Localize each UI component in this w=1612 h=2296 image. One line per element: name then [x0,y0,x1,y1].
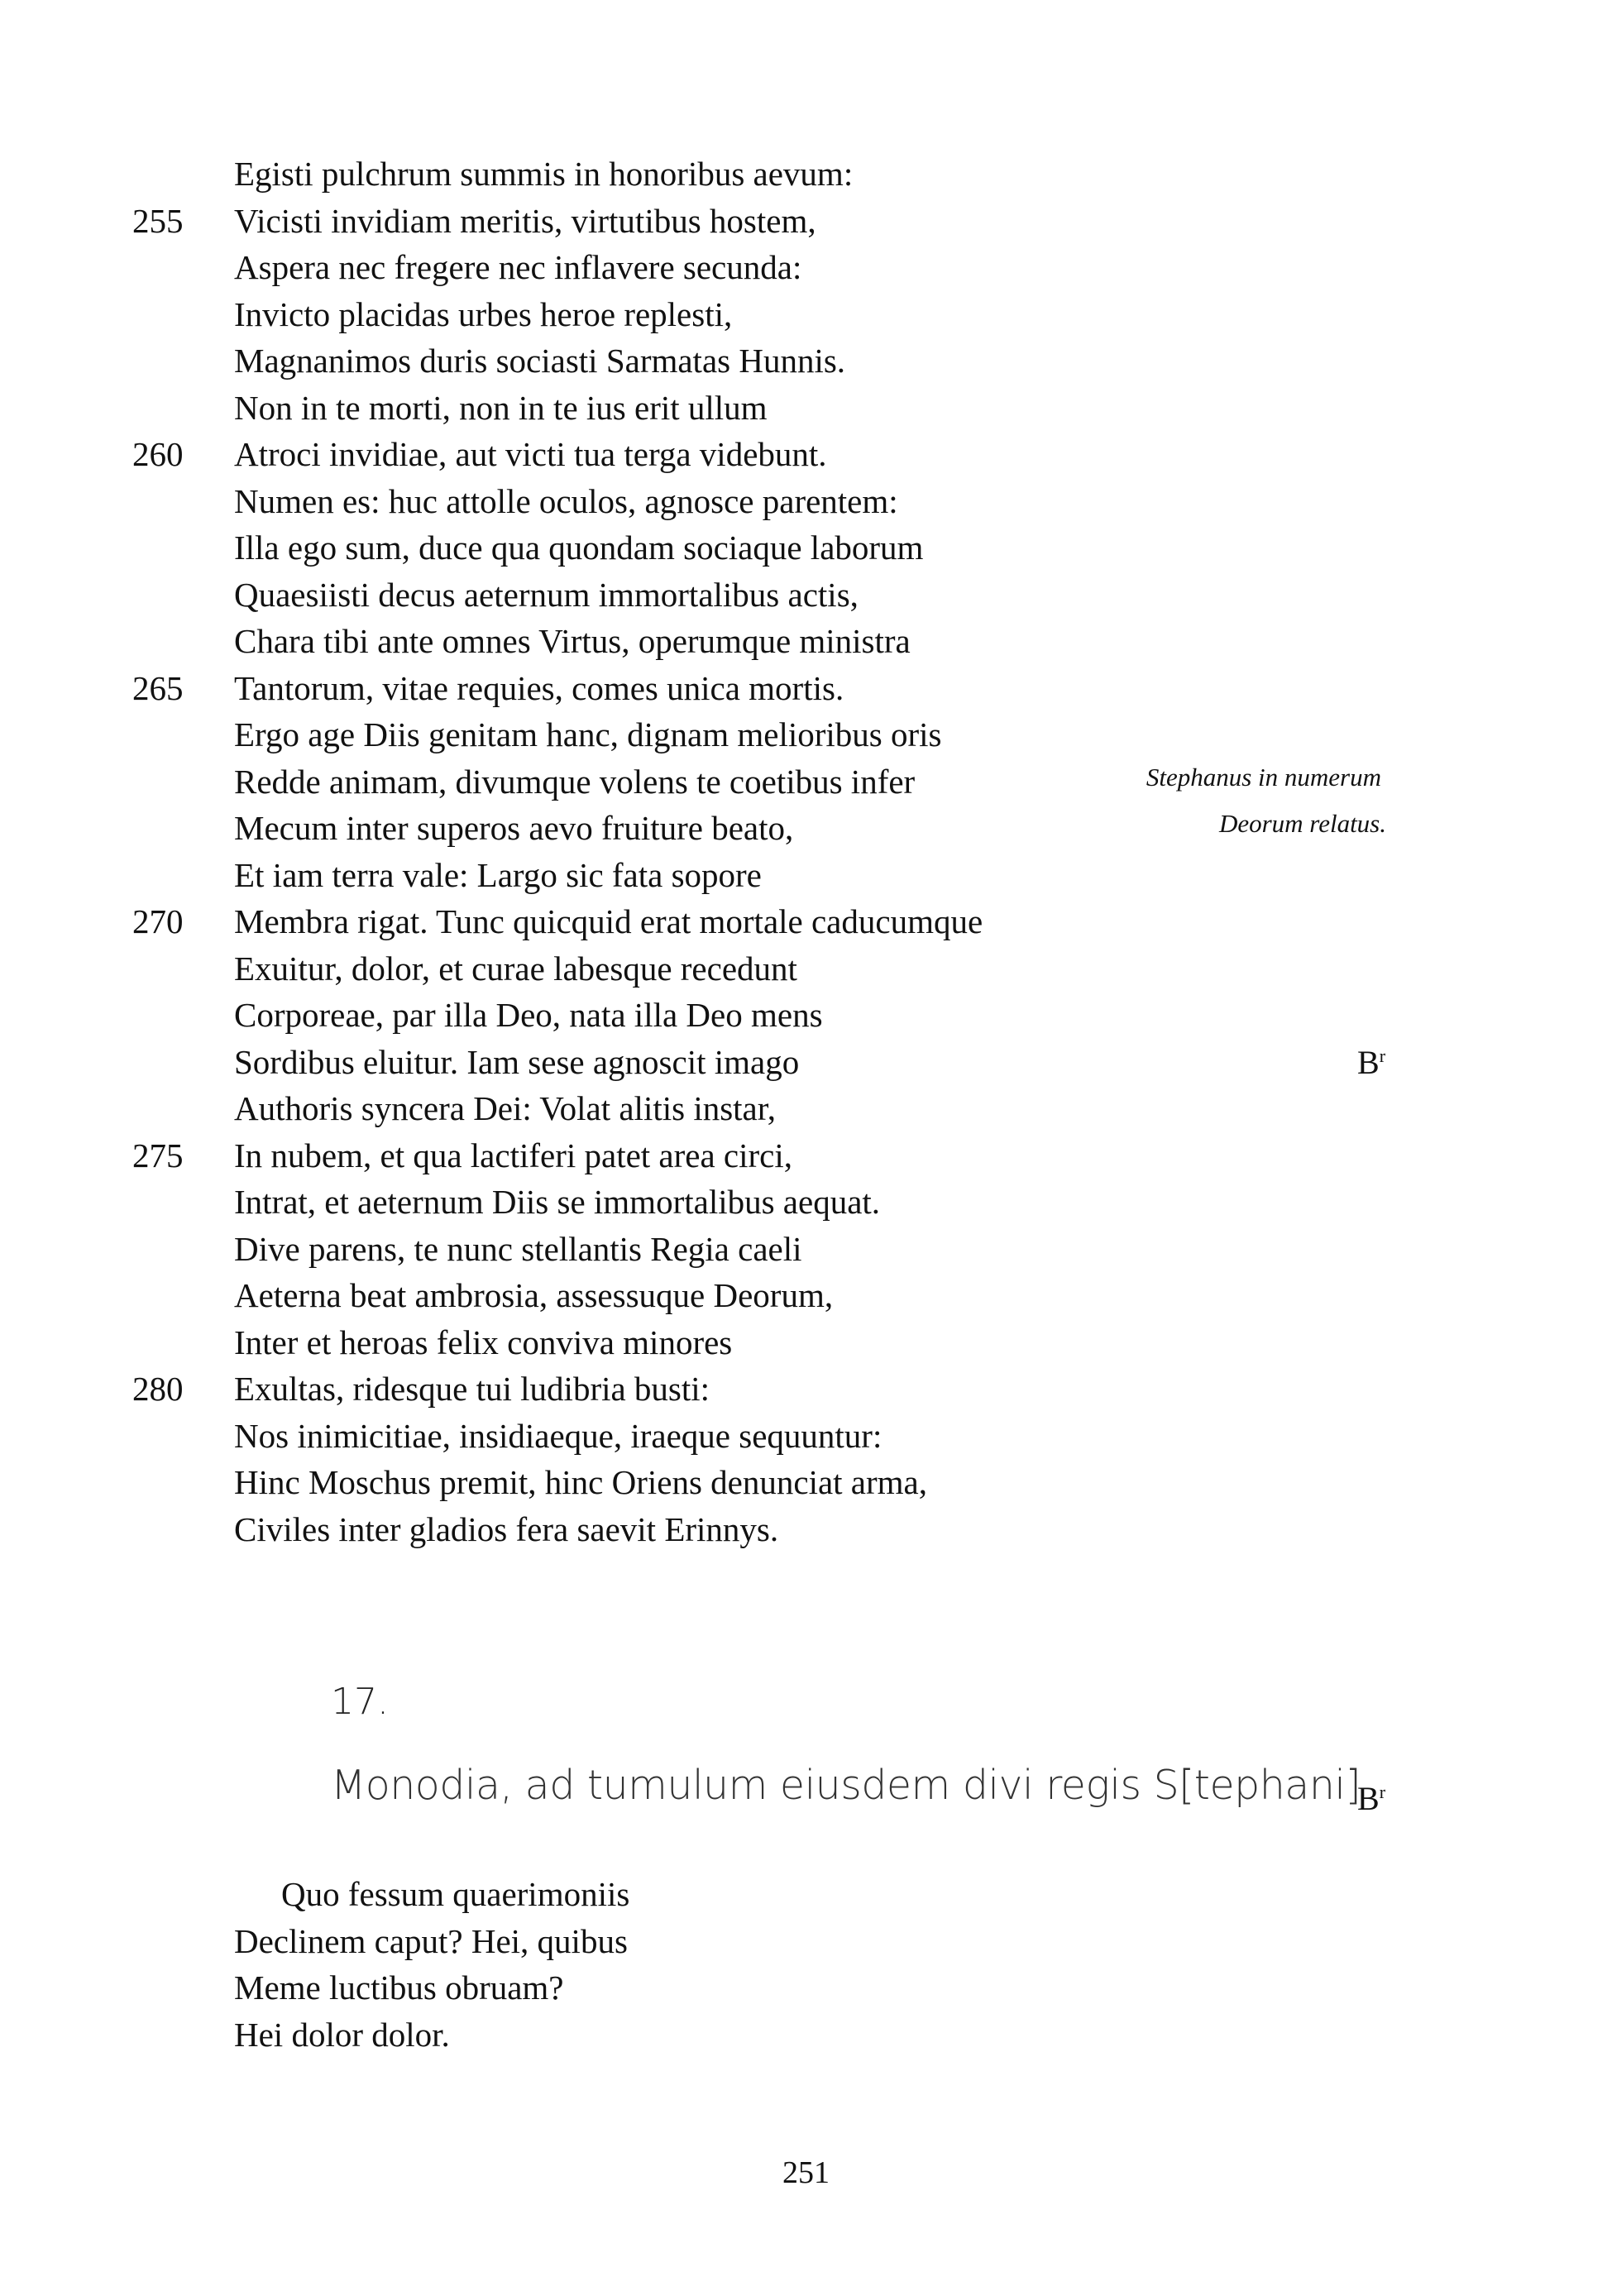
verse-text: Intrat, et aeternum Diis se immortalibus aequat. [234,1183,881,1221]
verse-text: Dive parens, te nunc stellantis Regia caeli [234,1229,802,1268]
verse-text: Chara tibi ante omnes Virtus, operumque ministra [234,622,911,660]
verse-line [0,151,1612,198]
signature-sup: r [1379,1045,1386,1066]
verse-text: Et iam terra vale: Largo sic fata sopore [234,855,762,894]
verse-text: Membra rigat. Tunc quicquid erat mortale caducumque [234,902,983,940]
verse-text: Nos inimicitiae, insidiaeque, iraeque sequuntur: [234,1416,883,1455]
verse-text: Exuitur, dolor, et curae labesque recedunt [234,949,797,988]
line-number: 265 [132,668,184,707]
verse-line [0,1871,1612,1918]
verse-text: Atroci invidiae, aut victi tua terga videbunt. [234,435,827,473]
verse-text: Aspera nec fregere nec inflavere secunda: [234,248,802,286]
verse-line [0,1226,1612,1273]
signature-mark-1 [1357,1037,1385,1082]
verse-line [0,524,1612,572]
verse-text: Civiles inter gladios fera saevit Erinnys. [234,1509,779,1548]
verse-line [0,1964,1612,2011]
verse-text: Authoris syncera Dei: Volat alitis instar, [234,1089,777,1127]
margin-note-line-2: Deorum relatus. [1218,809,1386,838]
section-number: 17. [331,1681,389,1723]
verse-line [0,1366,1612,1413]
verse-line [0,1272,1612,1319]
section-title: Monodia, ad tumulum eiusdem divi regis S[tephani] [331,1762,1361,1809]
margin-note-line-1: Stephanus in numerum [1146,763,1381,792]
signature-letter: B [1357,1044,1380,1081]
verse-line [0,1413,1612,1460]
verse-line [0,898,1612,945]
verse-line [0,291,1612,338]
line-number: 280 [132,1370,184,1408]
verse-line [0,665,1612,712]
verse-text: Quo fessum quaerimoniis [281,1875,630,1913]
verse-line [0,618,1612,665]
verse-line [0,2011,1612,2059]
verse-line [0,1918,1612,1965]
signature-mark-2 [1357,1773,1385,1818]
verse-line [0,244,1612,291]
verse-line [0,992,1612,1039]
poem-main [0,151,1612,1552]
line-number: 260 [132,435,184,473]
verse-text: Egisti pulchrum summis in honoribus aevum: [234,155,854,193]
verse-text: Tantorum, vitae requies, comes unica mortis. [234,668,844,707]
verse-text: Hinc Moschus premit, hinc Oriens denunciat arma, [234,1463,927,1501]
verse-text: Corporeae, par illa Deo, nata illa Deo mens [234,996,823,1034]
verse-line [0,572,1612,619]
verse-line [0,945,1612,993]
verse-text: Illa ego sum, duce qua quondam sociaque laborum [234,529,924,567]
verse-line [0,1179,1612,1226]
verse-text: Inter et heroas felix conviva minores [234,1323,733,1361]
verse-text: Non in te morti, non in te ius erit ullum [234,388,768,427]
line-number: 275 [132,1136,184,1174]
verse-line [0,711,1612,758]
verse-text: Invicto placidas urbes heroe replesti, [234,294,733,333]
verse-line [0,1132,1612,1179]
verse-text: Mecum inter superos aevo fruiture beato, [234,809,794,847]
verse-text: Magnanimos duris sociasti Sarmatas Hunnis. [234,342,846,380]
verse-text: Exultas, ridesque tui ludibria busti: [234,1370,710,1408]
verse-text: Vicisti invidiam meritis, virtutibus hostem, [234,201,816,240]
verse-text: Aeterna beat ambrosia, assessuque Deorum, [234,1276,834,1314]
verse-line [0,478,1612,525]
verse-line [0,1085,1612,1132]
verse-text: Hei dolor dolor. [234,2015,450,2054]
verse-text: Redde animam, divumque volens te coetibus infer [234,762,916,801]
line-number: 255 [132,201,184,240]
verse-text: In nubem, et qua lactiferi patet area circi, [234,1136,792,1174]
verse-line [0,431,1612,478]
verse-text: Sordibus eluitur. Iam sese agnoscit imago [234,1042,800,1081]
verse-line [0,1459,1612,1506]
verse-line [0,852,1612,899]
verse-line [0,198,1612,245]
line-number: 270 [132,902,184,940]
verse-line [0,1319,1612,1366]
signature-letter: B [1357,1780,1380,1817]
verse-text: Quaesiisti decus aeternum immortalibus actis, [234,575,859,614]
verse-line [0,337,1612,385]
verse-text: Declinem caput? Hei, quibus [234,1921,628,1960]
verse-line [0,1506,1612,1553]
verse-text: Ergo age Diis genitam hanc, dignam melioribus oris [234,715,942,753]
page-number: 251 [782,2155,830,2190]
verse-text: Numen es: huc attolle oculos, agnosce parentem: [234,481,898,520]
poem-second [0,1871,1612,2058]
verse-line [0,385,1612,432]
verse-text: Meme luctibus obruam? [234,1968,564,2007]
signature-sup: r [1379,1782,1386,1802]
